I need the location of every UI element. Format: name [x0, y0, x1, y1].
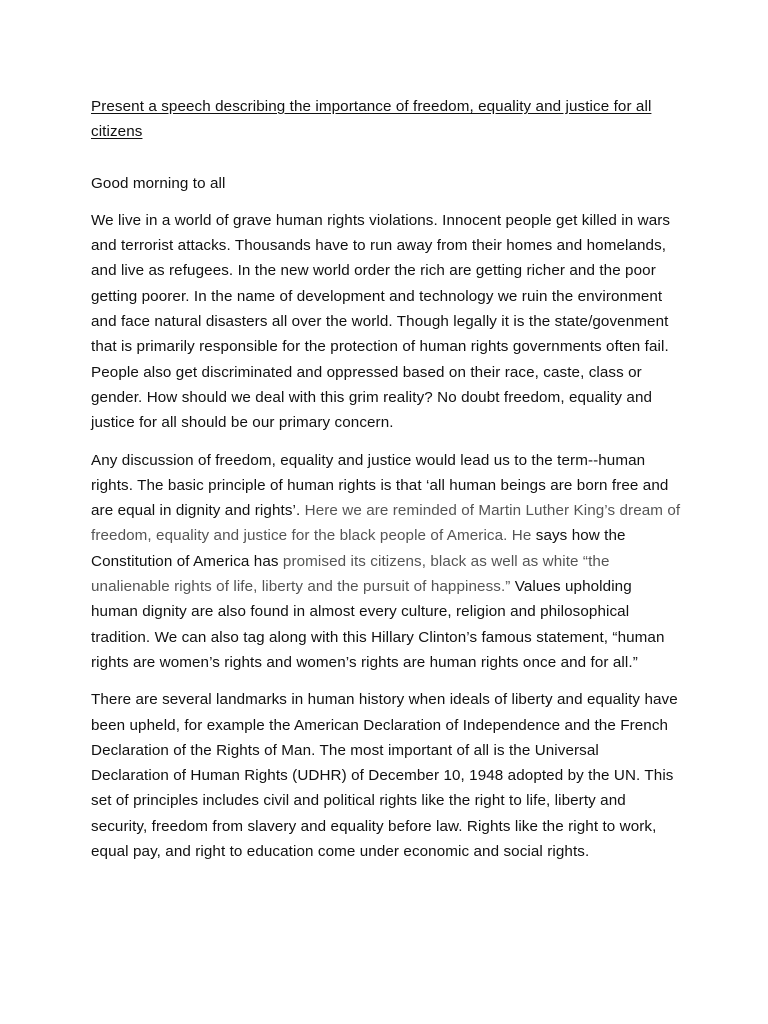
paragraph-3: There are several landmarks in human history when ideals of liberty and equality have been upheld, for example the American Declaration of Independence and the French Declaration of the Rights of Man. The most important of all is the Universal Declaration of Human Rights (UDHR) of December 10, 1948 adopted by the UN. This set of principles includes civil and political rights like the right to life, liberty and security, freedom from slavery and equality before law. Rights like the right to work, equal pay, and right to education come under economic and social rights. — [91, 691, 678, 861]
paragraph-2 — [91, 448, 681, 676]
paragraph-2-part-4: promised its citizens, black as well as white “the unalienable rights of life, liberty and the pursuit of happiness.” — [91, 552, 610, 596]
paragraph-2-part-2: Here we are reminded of Martin Luther King’s dream of freedom, equality and justice for the black people of America. He — [91, 502, 681, 545]
greeting: Good morning to all — [91, 174, 226, 192]
document-title: Present a speech describing the importance of freedom, equality and justice for all citizens — [91, 98, 652, 141]
paragraph-2-part-1: Any discussion of freedom, equality and justice would lead us to the term--human rights. The basic principle of human rights is that ‘all human beings are born free and are equal in dignity and rights’. — [91, 451, 669, 520]
paragraph-2-part-5: Values upholding human dignity are also found in almost every culture, religion and philosophical tradition. We can also tag along with this Hillary Clinton’s famous statement, “human rights are women’s rights and women’s rights are human rights once and for all.” — [91, 578, 665, 671]
paragraph-2-part-3: says how the Constitution of America has — [91, 527, 626, 570]
document-page — [91, 94, 681, 876]
paragraph-1: We live in a world of grave human rights violations. Innocent people get killed in wars and terrorist attacks. Thousands have to run away from their homes and homelands, and live as refugees. In the new world order the rich are getting richer and the poor getting poorer. In the name of development and technology we ruin the environment and face natural disasters all over the world. Though legally it is the state/govenment that is primarily responsible for the protection of human rights governments often fail. People also get discriminated and oppressed based on their race, caste, class or gender. How should we deal with this grim reality? No doubt freedom, equality and justice for all should be our primary concern. — [91, 211, 671, 432]
